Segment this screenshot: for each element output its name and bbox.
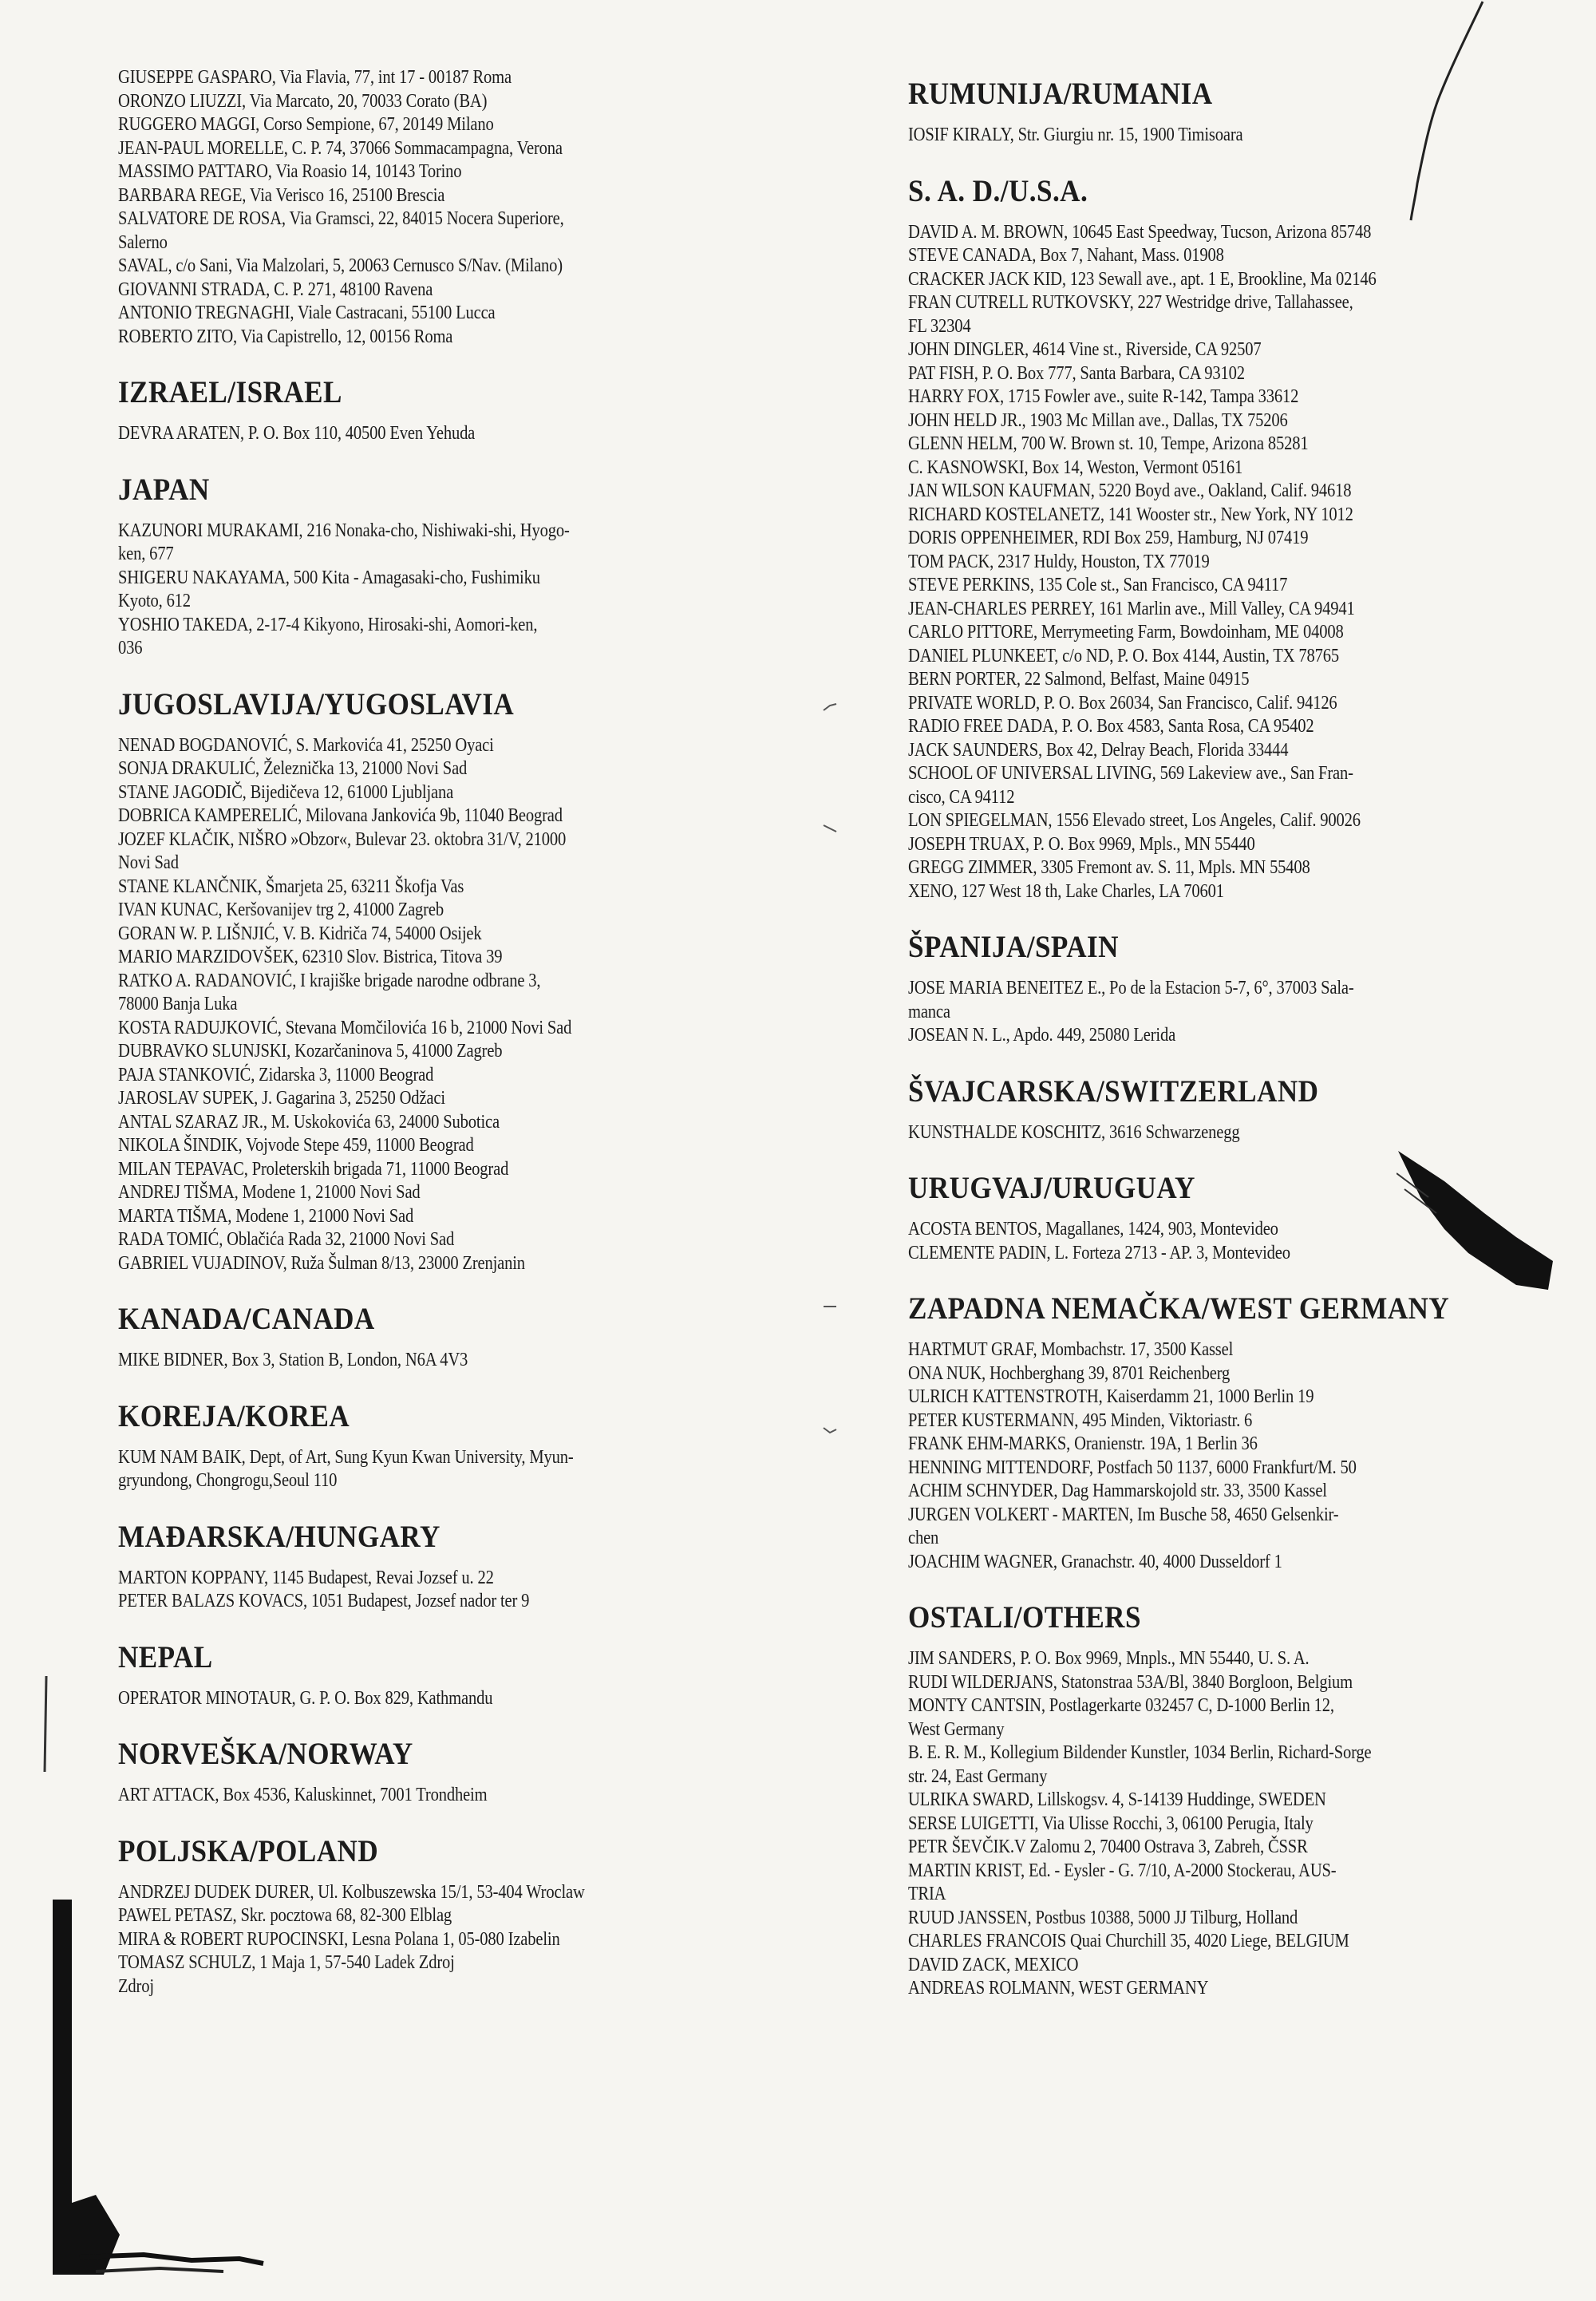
- address-entry: YOSHIO TAKEDA, 2-17-4 Kikyono, Hirosaki-shi, Aomori-ken,: [118, 613, 538, 635]
- address-entry: MARTON KOPPANY, 1145 Budapest, Revai Jozsef u. 22: [118, 1566, 494, 1588]
- address-entry: B. E. R. M., Kollegium Bildender Kunstler, 1034 Berlin, Richard-Sorge: [908, 1742, 1372, 1763]
- gutter-mark: [822, 1301, 838, 1312]
- section-korea: [118, 1399, 764, 1492]
- gutter-mark: [822, 822, 838, 833]
- address-entry: CRACKER JACK KID, 123 Sewall ave., apt. 1 E, Brookline, Ma 02146: [908, 267, 1377, 290]
- section-heading: NORVEŠKA/NORWAY: [118, 1737, 413, 1771]
- section-heading: IZRAEL/ISRAEL: [118, 375, 342, 409]
- section-heading: KANADA/CANADA: [118, 1302, 375, 1336]
- address-entry: PAT FISH, P. O. Box 777, Santa Barbara, CA 93102: [908, 362, 1245, 384]
- section-canada: [118, 1302, 764, 1372]
- address-entry: PAWEL PETASZ, Skr. pocztowa 68, 82-300 Elblag: [118, 1904, 452, 1926]
- address-entry: GREGG ZIMMER, 3305 Fremont av. S. 11, Mpls. MN 55408: [908, 856, 1310, 878]
- address-entry: STANE JAGODIČ, Bijedičeva 12, 61000 Ljubljana: [118, 781, 454, 803]
- section-heading: ZAPADNA NEMAČKA/WEST GERMANY: [908, 1291, 1450, 1326]
- address-entry: chen: [908, 1527, 939, 1548]
- address-entry: ACOSTA BENTOS, Magallanes, 1424, 903, Montevideo: [908, 1218, 1278, 1239]
- section-others: [908, 1600, 1483, 2000]
- section-switzerland: [908, 1074, 1483, 1145]
- section-heading: S. A. D./U.S.A.: [908, 173, 1088, 208]
- address-entry: PETR ŠEVČIK.V Zalomu 2, 70400 Ostrava 3, Zabreh, ČSSR: [908, 1836, 1308, 1857]
- italy-entries: [118, 65, 764, 348]
- address-entry: PAJA STANKOVIĆ, Zidarska 3, 11000 Beograd: [118, 1063, 434, 1085]
- address-entry: RADA TOMIĆ, Oblačića Rada 32, 21000 Novi Sad: [118, 1228, 455, 1250]
- address-entry: 78000 Banja Luka: [118, 993, 238, 1014]
- address-entry: Zdroj: [118, 1975, 154, 1997]
- address-entry: JOSEAN N. L., Apdo. 449, 25080 Lerida: [908, 1024, 1176, 1046]
- address-entry: FRANK EHM-MARKS, Oranienstr. 19A, 1 Berlin 36: [908, 1433, 1258, 1454]
- address-entry: SCHOOL OF UNIVERSAL LIVING, 569 Lakeview ave., San Fran-: [908, 762, 1353, 784]
- address-entry: SALVATORE DE ROSA, Via Gramsci, 22, 84015 Nocera Superiore,: [118, 208, 564, 229]
- gutter-mark: [822, 1425, 838, 1436]
- address-entry: MIKE BIDNER, Box 3, Station B, London, N6A 4V3: [118, 1349, 468, 1370]
- address-entry: JOZEF KLAČIK, NIŠRO »Obzor«, Bulevar 23. oktobra 31/V, 21000: [118, 828, 567, 850]
- address-entry: XENO, 127 West 18 th, Lake Charles, LA 70601: [908, 880, 1224, 902]
- address-entry: DOBRICA KAMPERELIĆ, Milovana Jankovića 9b, 11040 Beograd: [118, 805, 563, 826]
- address-entry: TRIA: [908, 1883, 946, 1904]
- address-entry: RADIO FREE DADA, P. O. Box 4583, Santa Rosa, CA 95402: [908, 715, 1314, 737]
- section-heading: URUGVAJ/URUGUAY: [908, 1171, 1195, 1205]
- address-entry: MIRA & ROBERT RUPOCINSKI, Lesna Polana 1, 05-080 Izabelin: [118, 1927, 560, 1950]
- address-entry: ANDREJ TIŠMA, Modene 1, 21000 Novi Sad: [118, 1181, 421, 1203]
- address-entry: NIKOLA ŠINDIK, Vojvode Stepe 459, 11000 Beograd: [118, 1134, 474, 1156]
- address-entry: FL 32304: [908, 314, 971, 337]
- address-entry: SHIGERU NAKAYAMA, 500 Kita - Amagasaki-cho, Fushimiku: [118, 566, 540, 588]
- address-entry: RATKO A. RADANOVIĆ, I krajiške brigade narodne odbrane 3,: [118, 969, 541, 991]
- address-entry: JAN WILSON KAUFMAN, 5220 Boyd ave., Oakland, Calif. 94618: [908, 480, 1352, 501]
- address-entry: PETER BALAZS KOVACS, 1051 Budapest, Jozsef nador ter 9: [118, 1590, 530, 1611]
- address-entry: CLEMENTE PADIN, L. Forteza 2713 - AP. 3, Montevideo: [908, 1241, 1290, 1263]
- address-entry: CARLO PITTORE, Merrymeeting Farm, Bowdoinham, ME 04008: [908, 621, 1344, 642]
- section-heading: ŠVAJCARSKA/SWITZERLAND: [908, 1073, 1319, 1109]
- address-entry: KUM NAM BAIK, Dept, of Art, Sung Kyun Kwan University, Myun-: [118, 1445, 574, 1468]
- address-entry: JURGEN VOLKERT - MARTEN, Im Busche 58, 4650 Gelsenkir-: [908, 1503, 1339, 1525]
- address-entry: ORONZO LIUZZI, Via Marcato, 20, 70033 Corato (BA): [118, 89, 488, 112]
- address-entry: ULRIKA SWARD, Lillskogsv. 4, S-14139 Huddinge, SWEDEN: [908, 1789, 1326, 1810]
- section-usa: [908, 174, 1483, 903]
- section-heading: RUMUNIJA/RUMANIA: [908, 77, 1213, 111]
- address-entry: West Germany: [908, 1718, 1005, 1740]
- address-entry: JOHN DINGLER, 4614 Vine st., Riverside, CA 92507: [908, 338, 1262, 360]
- address-entry: MONTY CANTSIN, Postlagerkarte 032457 C, D-1000 Berlin 12,: [908, 1694, 1334, 1716]
- address-entry: RUUD JANSSEN, Postbus 10388, 5000 JJ Tilburg, Holland: [908, 1906, 1298, 1928]
- margin-tick-mark: [38, 1676, 54, 1772]
- address-entry: manca: [908, 1000, 950, 1022]
- address-entry: JAROSLAV SUPEK, J. Gagarina 3, 25250 Odžaci: [118, 1087, 445, 1109]
- address-entry: DAVID A. M. BROWN, 10645 East Speedway, Tucson, Arizona 85748: [908, 220, 1372, 243]
- address-entry: NENAD BOGDANOVIĆ, S. Markovića 41, 25250 Oyaci: [118, 733, 494, 756]
- section-uruguay: [908, 1171, 1483, 1264]
- address-entry: Kyoto, 612: [118, 590, 191, 611]
- address-entry: DORIS OPPENHEIMER, RDI Box 259, Hamburg, NJ 07419: [908, 527, 1309, 548]
- address-entry: MARTA TIŠMA, Modene 1, 21000 Novi Sad: [118, 1204, 414, 1227]
- section-heading: MAĐARSKA/HUNGARY: [118, 1519, 440, 1554]
- address-entry: ART ATTACK, Box 4536, Kaluskinnet, 7001 Trondheim: [118, 1784, 488, 1805]
- address-entry: LON SPIEGELMAN, 1556 Elevado street, Los Angeles, Calif. 90026: [908, 809, 1361, 831]
- address-entry: gryundong, Chongrogu,Seoul 110: [118, 1469, 338, 1491]
- address-entry: STEVE CANADA, Box 7, Nahant, Mass. 01908: [908, 244, 1224, 266]
- address-entry: JOHN HELD JR., 1903 Mc Millan ave., Dallas, TX 75206: [908, 409, 1288, 431]
- address-entry: JIM SANDERS, P. O. Box 9969, Mnpls., MN 55440, U. S. A.: [908, 1647, 1310, 1669]
- address-entry: KOSTA RADUJKOVIĆ, Stevana Momčilovića 16 b, 21000 Novi Sad: [118, 1016, 572, 1038]
- section-heading: JAPAN: [118, 472, 210, 507]
- address-entry: ken, 677: [118, 543, 174, 564]
- address-entry: GIOVANNI STRADA, C. P. 271, 48100 Ravena: [118, 278, 433, 300]
- left-column: [118, 65, 764, 1998]
- address-entry: MARIO MARZIDOVŠEK, 62310 Slov. Bistrica, Titova 39: [118, 946, 503, 967]
- address-entry: SERSE LUIGETTI, Via Ulisse Rocchi, 3, 06100 Perugia, Italy: [908, 1812, 1314, 1834]
- address-entry: CHARLES FRANCOIS Quai Churchill 35, 4020 Liege, BELGIUM: [908, 1930, 1349, 1951]
- section-west-germany: [908, 1291, 1483, 1573]
- address-entry: ACHIM SCHNYDER, Dag Hammarskojold str. 33, 3500 Kassel: [908, 1480, 1327, 1501]
- address-entry: TOM PACK, 2317 Huldy, Houston, TX 77019: [908, 550, 1210, 572]
- section-hungary: [118, 1520, 764, 1613]
- section-israel: [118, 375, 764, 445]
- gutter-mark: [822, 702, 838, 714]
- address-entry: ONA NUK, Hochberghang 39, 8701 Reichenberg: [908, 1362, 1231, 1384]
- section-yugoslavia: [118, 687, 764, 1275]
- section-romania: [908, 77, 1483, 147]
- address-entry: cisco, CA 94112: [908, 785, 1015, 808]
- address-entry: str. 24, East Germany: [908, 1765, 1048, 1787]
- section-poland: [118, 1834, 764, 1999]
- address-entry: JOACHIM WAGNER, Granachstr. 40, 4000 Dusseldorf 1: [908, 1550, 1282, 1572]
- address-entry: RUDI WILDERJANS, Statonstraa 53A/Bl, 3840 Borgloon, Belgium: [908, 1670, 1353, 1693]
- address-entry: HARTMUT GRAF, Mombachstr. 17, 3500 Kassel: [908, 1338, 1234, 1360]
- address-entry: DANIEL PLUNKEET, c/o ND, P. O. Box 4144, Austin, TX 78765: [908, 644, 1339, 666]
- address-entry: Salerno: [118, 231, 168, 253]
- address-entry: SONJA DRAKULIĆ, Železnička 13, 21000 Novi Sad: [118, 757, 468, 779]
- address-entry: IOSIF KIRALY, Str. Giurgiu nr. 15, 1900 Timisoara: [908, 124, 1243, 145]
- address-entry: GABRIEL VUJADINOV, Ruža Šulman 8/13, 23000 Zrenjanin: [118, 1251, 525, 1274]
- address-entry: ANTAL SZARAZ JR., M. Uskokovića 63, 24000 Subotica: [118, 1110, 500, 1133]
- address-entry: DUBRAVKO SLUNJSKI, Kozarčaninova 5, 41000 Zagreb: [118, 1040, 503, 1062]
- address-entry: JOSE MARIA BENEITEZ E., Po de la Estacion 5-7, 6°, 37003 Sala-: [908, 977, 1354, 998]
- address-entry: OPERATOR MINOTAUR, G. P. O. Box 829, Kathmandu: [118, 1686, 493, 1709]
- address-entry: HARRY FOX, 1715 Fowler ave., suite R-142, Tampa 33612: [908, 385, 1299, 407]
- address-entry: GIUSEPPE GASPARO, Via Flavia, 77, int 17 - 00187 Roma: [118, 66, 512, 88]
- address-entry: MARTIN KRIST, Ed. - Eysler - G. 7/10, A-2000 Stockerau, AUS-: [908, 1859, 1337, 1881]
- address-entry: ANTONIO TREGNAGHI, Viale Castracani, 55100 Lucca: [118, 302, 496, 323]
- address-entry: KUNSTHALDE KOSCHITZ, 3616 Schwarzenegg: [908, 1121, 1240, 1143]
- address-entry: STEVE PERKINS, 135 Cole st., San Francisco, CA 94117: [908, 574, 1288, 595]
- section-heading: NEPAL: [118, 1639, 213, 1674]
- address-entry: DAVID ZACK, MEXICO: [908, 1953, 1079, 1975]
- address-entry: PETER KUSTERMANN, 495 Minden, Viktoriastr. 6: [908, 1409, 1253, 1431]
- address-entry: RUGGERO MAGGI, Corso Sempione, 67, 20149 Milano: [118, 113, 494, 135]
- address-entry: JEAN-PAUL MORELLE, C. P. 74, 37066 Sommacampagna, Verona: [118, 136, 563, 159]
- section-nepal: [118, 1640, 764, 1710]
- section-spain: [908, 930, 1483, 1047]
- address-entry: SAVAL, c/o Sani, Via Malzolari, 5, 20063 Cernusco S/Nav. (Milano): [118, 255, 563, 276]
- address-entry: STANE KLANČNIK, Šmarjeta 25, 63211 Škofja Vas: [118, 875, 464, 897]
- address-entry: PRIVATE WORLD, P. O. Box 26034, San Francisco, Calif. 94126: [908, 691, 1337, 714]
- address-entry: KAZUNORI MURAKAMI, 216 Nonaka-cho, Nishiwaki-shi, Hyogo-: [118, 519, 570, 541]
- address-entry: BERN PORTER, 22 Salmond, Belfast, Maine 04915: [908, 668, 1250, 690]
- address-entry: ANDREAS ROLMANN, WEST GERMANY: [908, 1977, 1209, 1999]
- address-entry: HENNING MITTENDORF, Postfach 50 1137, 6000 Frankfurt/M. 50: [908, 1456, 1357, 1478]
- address-entry: FRAN CUTRELL RUTKOVSKY, 227 Westridge drive, Tallahassee,: [908, 291, 1353, 313]
- address-entry: GLENN HELM, 700 W. Brown st. 10, Tempe, Arizona 85281: [908, 433, 1309, 454]
- section-norway: [118, 1737, 764, 1807]
- address-entry: MILAN TEPAVAC, Proleterskih brigada 71, 11000 Beograd: [118, 1157, 509, 1180]
- address-entry: JACK SAUNDERS, Box 42, Delray Beach, Florida 33444: [908, 738, 1289, 761]
- address-entry: TOMASZ SCHULZ, 1 Maja 1, 57-540 Ladek Zdroj: [118, 1951, 455, 1973]
- address-entry: ANDRZEJ DUDEK DURER, Ul. Kolbuszewska 15/1, 53-404 Wroclaw: [118, 1880, 585, 1903]
- address-entry: C. KASNOWSKI, Box 14, Weston, Vermont 05161: [908, 456, 1243, 478]
- address-entry: RICHARD KOSTELANETZ, 141 Wooster str., New York, NY 1012: [908, 503, 1353, 525]
- section-japan: [118, 472, 764, 660]
- address-entry: JEAN-CHARLES PERREY, 161 Marlin ave., Mill Valley, CA 94941: [908, 597, 1355, 619]
- right-column: [908, 77, 1483, 2000]
- address-entry: BARBARA REGE, Via Verisco 16, 25100 Brescia: [118, 184, 445, 206]
- address-entry: ULRICH KATTENSTROTH, Kaiserdamm 21, 1000 Berlin 19: [908, 1386, 1314, 1407]
- address-entry: Novi Sad: [118, 852, 179, 873]
- section-heading: POLJSKA/POLAND: [118, 1833, 379, 1868]
- section-heading: OSTALI/OTHERS: [908, 1600, 1141, 1635]
- section-heading: KOREJA/KOREA: [118, 1398, 350, 1433]
- address-entry: JOSEPH TRUAX, P. O. Box 9969, Mpls., MN 55440: [908, 832, 1255, 855]
- address-entry: IVAN KUNAC, Keršovanijev trg 2, 41000 Zagreb: [118, 899, 444, 920]
- address-entry: DEVRA ARATEN, P. O. Box 110, 40500 Even Yehuda: [118, 422, 476, 444]
- address-entry: MASSIMO PATTARO, Via Roasio 14, 10143 Torino: [118, 160, 462, 182]
- address-entry: GORAN W. P. LIŠNJIĆ, V. B. Kidriča 74, 54000 Osijek: [118, 922, 482, 944]
- section-heading: JUGOSLAVIJA/YUGOSLAVIA: [118, 686, 515, 722]
- address-entry: ROBERTO ZITO, Via Capistrello, 12, 00156 Roma: [118, 325, 453, 347]
- address-entry: 036: [118, 637, 143, 658]
- section-heading: ŠPANIJA/SPAIN: [908, 930, 1119, 964]
